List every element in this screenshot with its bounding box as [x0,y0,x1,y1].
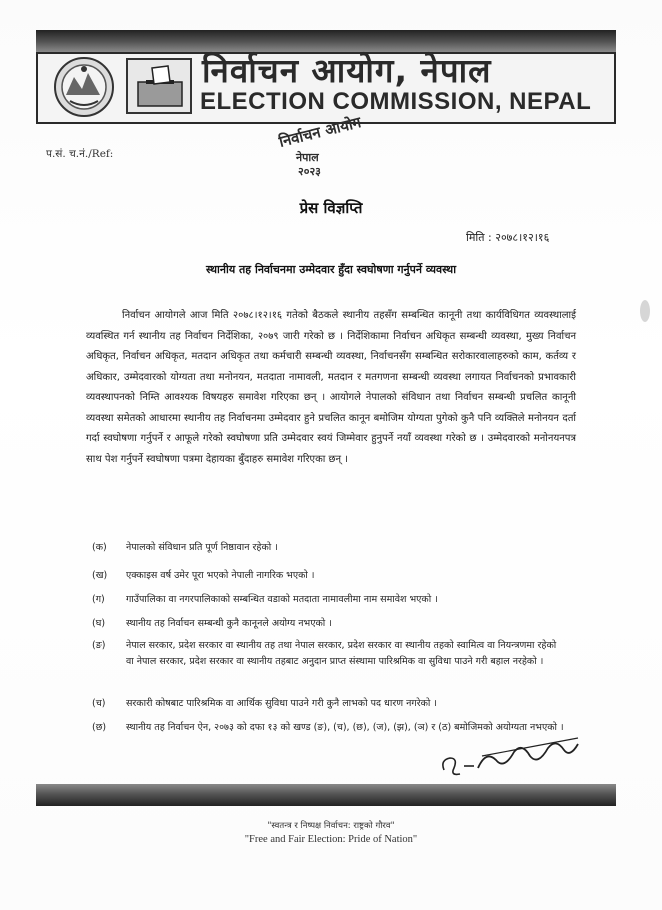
stamp-line-1: निर्वाचन आयोग [277,113,363,151]
org-name-nepali: निर्वाचन आयोग, नेपाल [202,51,492,90]
list-text: स्थानीय तह निर्वाचन सम्बन्धी कुनै कानूनले अयोग्य नभएको । [126,618,332,629]
list-text: एक्काइस वर्ष उमेर पूरा भएको नेपाली नागरिक भएको । [126,570,315,581]
list-marker: (छ) [92,722,107,733]
list-text: नेपाल सरकार, प्रदेश सरकार वा स्थानीय तह तथा नेपाल सरकार, प्रदेश सरकार वा स्थानीय तहको स्वामित्व वा नियन्त्रणमा रहेको वा नेपाल सरकार, प्रदेश सरकार वा स्थानीय तहबाट अनुदान प्राप्त संस्थामा पारिश्रमिक वा सुविधा पाउने गरी बहाल नरहेको । [126,640,557,667]
list-text: गाउँपालिका वा नगरपालिकाको सम्बन्धित वडाको मतदाता नामावलीमा नाम समावेश भएको । [126,594,438,605]
stamp-line-3: २०२३ [298,165,321,178]
office-stamp [268,113,364,186]
footer-bar [36,784,616,806]
document-subject: स्थानीय तह निर्वाचनमा उम्मेदवार हुँदा स्वघोषणा गर्नुपर्ने व्यवस्था [205,263,457,276]
ballot-logo [126,58,192,114]
list-text: स्थानीय तह निर्वाचन ऐन, २०७३ को दफा १३ को खण्ड (ङ), (च), (छ), (ज), (झ), (ञ) र (ठ) बमोजिमको अयोग्यता नभएको । [126,722,564,733]
org-name-english: ELECTION COMMISSION, NEPAL [200,88,592,115]
body-paragraph: निर्वाचन आयोगले आज मिति २०७८।१२।१६ गतेको बैठकले स्थानीय तहसँग सम्बन्धित कानूनी तथा कार्यविधिगत व्यवस्थालाई व्यवस्थित गर्न स्थानीय तह निर्वाचन निर्देशिका, २०७९ जारी गरेको छ । निर्देशिकामा निर्वाचन अधिकृत सम्बन्धी व्यवस्था, मुख्य निर्वाचन अधिकृत, निर्वाचन अधिकृत, मतदान अधिकृत तथा कर्मचारी सम्बन्धी व्यवस्था, निर्वाचनसँग सम्बन्धित सरोकारवालाहरुको काम, कर्तव्य र अधिकार, उम्मेदवारको योग्यता तथा मनोनयन, मतदाता नामावली, मतदान र मतगणना सम्बन्धी व्यवस्था लगायत निर्वाचनको प्रभावकारी व्यवस्थापनको निम्ति आवश्यक विषयहरु समावेश गरिएका छन् । आयोगले नेपालको संविधान तथा निर्वाचन सम्बन्धी प्रचलित कानूनी व्यवस्था समेतको आधारमा स्थानीय तह निर्वाचनमा उम्मेदवार हुने प्रचलित कानून बमोजिम योग्यता पुगेको कुनै पनि व्यक्तिले मनोनयन दर्ता गर्दा स्वघोषणा गर्नुपर्ने र आफूले गरेको स्वघोषणा प्रति उम्मेदवार स्वयं जिम्मेवार हुनुपर्ने नयाँ व्यवस्था गरेको छ । उम्मेदवारको मनोनयनपत्र साथ पेश गर्नुपर्ने स्वघोषणा पत्रमा देहायका बुँदाहरु समावेश गरिएका छन् । [86,310,576,465]
list-text: सरकारी कोषबाट पारिश्रमिक वा आर्थिक सुविधा पाउने गरी कुनै लाभको पद धारण नगरेको । [126,698,437,709]
document-title: प्रेस विज्ञप्ति [299,199,363,217]
list-marker: (ग) [92,594,105,605]
list-marker: (घ) [92,618,106,629]
list-text: नेपालको संविधान प्रति पूर्ण निष्ठावान रहेको । [126,542,278,553]
document-date: मिति : २०७८।१२।१६ [466,231,550,244]
reference-label: प.सं. च.नं./Ref: [46,148,114,160]
list-marker: (ङ) [92,640,106,651]
list-marker: (ख) [92,570,108,581]
national-emblem-icon [52,55,116,119]
list-marker: (च) [92,698,106,709]
list-marker: (क) [92,542,107,553]
handwritten-signature [438,730,588,790]
stamp-line-2: नेपाल [296,151,319,164]
header-top-bar [36,30,616,52]
motto-english: "Free and Fair Election: Pride of Nation" [244,834,418,845]
paper-mark [640,300,650,322]
ballot-box-icon [132,64,188,110]
motto-nepali: "स्वतन्त्र र निष्पक्ष निर्वाचन: राष्ट्रको गौरव" [267,821,395,831]
